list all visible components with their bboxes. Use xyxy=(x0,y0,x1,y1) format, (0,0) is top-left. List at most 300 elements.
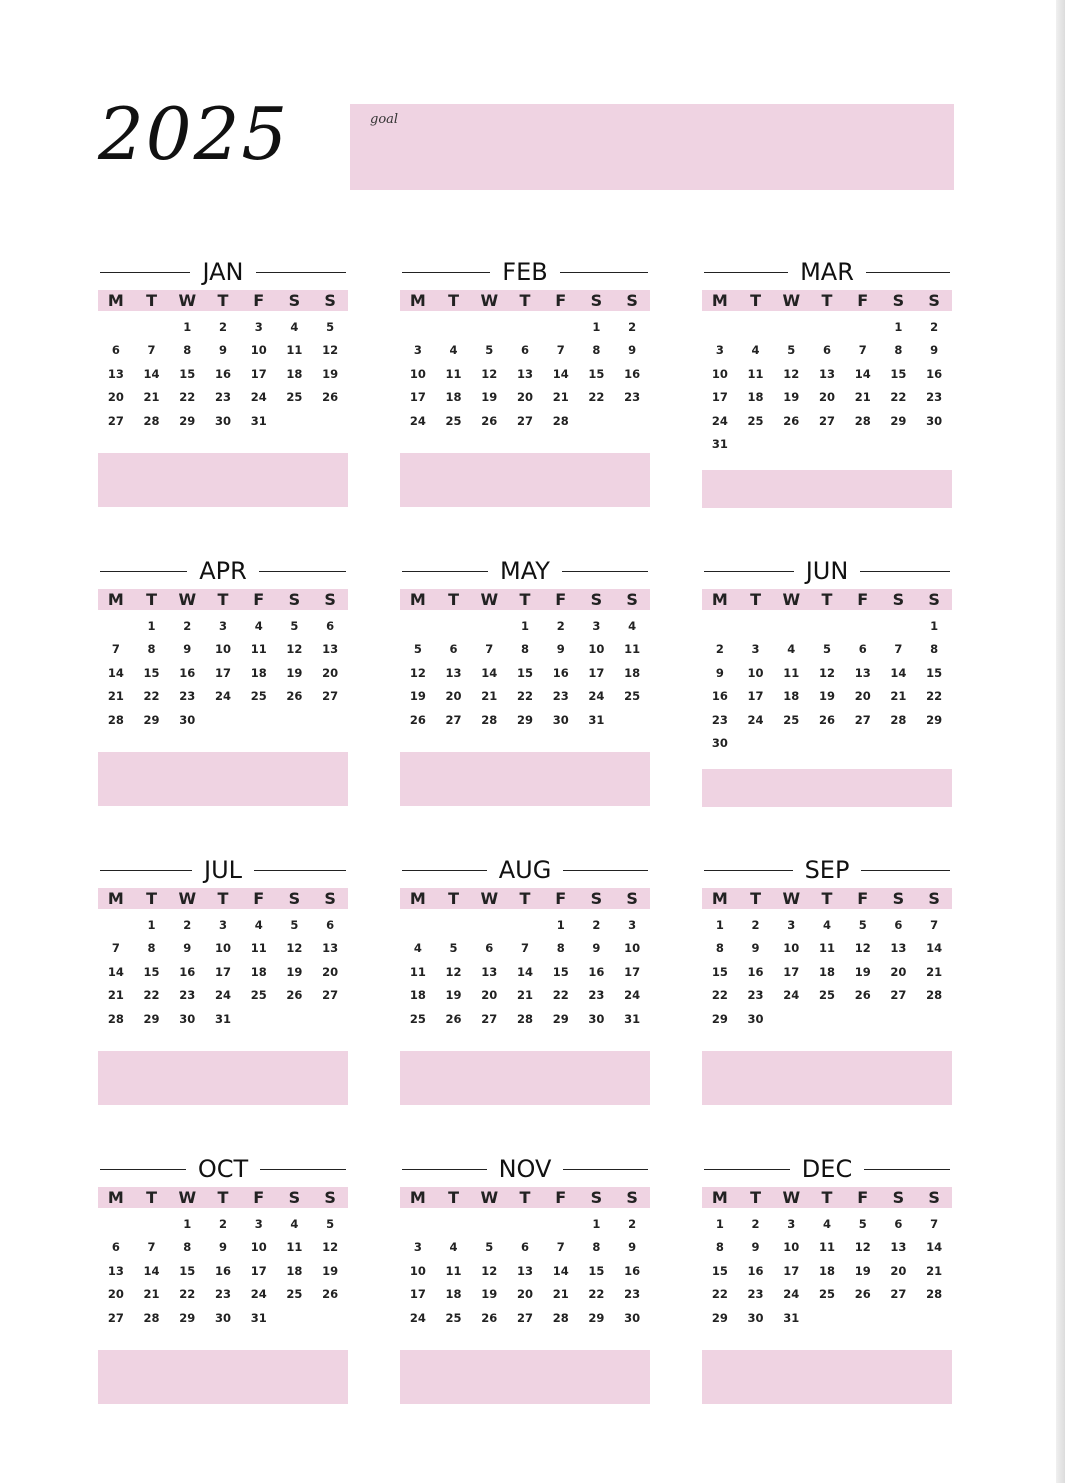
day-cell[interactable]: 12 xyxy=(286,941,303,956)
day-cell[interactable]: 6 xyxy=(894,917,903,932)
day-cell[interactable]: 17 xyxy=(214,665,231,680)
day-cell[interactable]: 20 xyxy=(445,689,462,704)
day-cell[interactable]: 12 xyxy=(322,1240,339,1255)
day-cell[interactable]: 4 xyxy=(290,1216,299,1231)
day-cell[interactable]: 12 xyxy=(854,1240,871,1255)
day-cell[interactable]: 21 xyxy=(552,1287,569,1302)
day-cell[interactable]: 3 xyxy=(787,917,796,932)
day-cell[interactable]: 19 xyxy=(322,366,339,381)
day-cell[interactable]: 12 xyxy=(481,1263,498,1278)
day-cell[interactable]: 20 xyxy=(107,390,124,405)
day-cell[interactable]: 18 xyxy=(409,988,426,1003)
day-cell[interactable]: 13 xyxy=(516,366,533,381)
day-cell[interactable]: 5 xyxy=(485,343,494,358)
day-cell[interactable]: 6 xyxy=(520,1240,529,1255)
day-cell[interactable]: 4 xyxy=(254,917,263,932)
day-cell[interactable]: 24 xyxy=(711,413,728,428)
day-cell[interactable]: 18 xyxy=(747,390,764,405)
day-cell[interactable]: 27 xyxy=(322,988,339,1003)
day-cell[interactable]: 22 xyxy=(926,689,943,704)
day-cell[interactable]: 28 xyxy=(143,413,160,428)
day-cell[interactable]: 18 xyxy=(445,390,462,405)
day-cell[interactable]: 6 xyxy=(111,343,120,358)
day-cell[interactable]: 14 xyxy=(552,1263,569,1278)
day-cell[interactable]: 12 xyxy=(322,343,339,358)
month-notes-box[interactable] xyxy=(400,1051,650,1105)
day-cell[interactable]: 20 xyxy=(854,689,871,704)
day-cell[interactable]: 24 xyxy=(588,689,605,704)
day-cell[interactable]: 11 xyxy=(818,941,835,956)
day-cell[interactable]: 19 xyxy=(481,1287,498,1302)
day-cell[interactable]: 3 xyxy=(592,618,601,633)
day-cell[interactable]: 25 xyxy=(783,712,800,727)
day-cell[interactable]: 25 xyxy=(409,1011,426,1026)
day-cell[interactable]: 11 xyxy=(250,941,267,956)
day-cell[interactable]: 13 xyxy=(445,665,462,680)
day-cell[interactable]: 28 xyxy=(143,1310,160,1325)
day-cell[interactable]: 3 xyxy=(751,642,760,657)
day-cell[interactable]: 6 xyxy=(822,343,831,358)
day-cell[interactable]: 20 xyxy=(107,1287,124,1302)
day-cell[interactable]: 20 xyxy=(818,390,835,405)
day-cell[interactable]: 31 xyxy=(214,1011,231,1026)
day-cell[interactable]: 23 xyxy=(747,988,764,1003)
day-cell[interactable]: 29 xyxy=(143,712,160,727)
day-cell[interactable]: 27 xyxy=(322,689,339,704)
day-cell[interactable]: 13 xyxy=(322,642,339,657)
day-cell[interactable]: 14 xyxy=(926,1240,943,1255)
day-cell[interactable]: 6 xyxy=(520,343,529,358)
day-cell[interactable]: 27 xyxy=(854,712,871,727)
day-cell[interactable]: 13 xyxy=(818,366,835,381)
day-cell[interactable]: 4 xyxy=(822,1216,831,1231)
day-cell[interactable]: 27 xyxy=(107,413,124,428)
day-cell[interactable]: 29 xyxy=(711,1011,728,1026)
day-cell[interactable]: 13 xyxy=(322,941,339,956)
month-notes-box[interactable] xyxy=(702,1051,952,1105)
day-cell[interactable]: 17 xyxy=(783,1263,800,1278)
day-cell[interactable]: 26 xyxy=(445,1011,462,1026)
day-cell[interactable]: 13 xyxy=(854,665,871,680)
day-cell[interactable]: 9 xyxy=(751,941,760,956)
day-cell[interactable]: 28 xyxy=(926,988,943,1003)
day-cell[interactable]: 11 xyxy=(783,665,800,680)
day-cell[interactable]: 15 xyxy=(516,665,533,680)
day-cell[interactable]: 3 xyxy=(787,1216,796,1231)
day-cell[interactable]: 15 xyxy=(179,366,196,381)
day-cell[interactable]: 5 xyxy=(413,642,422,657)
day-cell[interactable]: 10 xyxy=(214,642,231,657)
day-cell[interactable]: 29 xyxy=(552,1011,569,1026)
day-cell[interactable]: 17 xyxy=(747,689,764,704)
day-cell[interactable]: 20 xyxy=(322,964,339,979)
day-cell[interactable]: 31 xyxy=(783,1310,800,1325)
day-cell[interactable]: 14 xyxy=(552,366,569,381)
day-cell[interactable]: 13 xyxy=(516,1263,533,1278)
day-cell[interactable]: 23 xyxy=(214,1287,231,1302)
day-cell[interactable]: 7 xyxy=(894,642,903,657)
day-cell[interactable]: 1 xyxy=(715,917,724,932)
day-cell[interactable]: 31 xyxy=(250,1310,267,1325)
day-cell[interactable]: 17 xyxy=(250,366,267,381)
day-cell[interactable]: 11 xyxy=(250,642,267,657)
day-cell[interactable]: 14 xyxy=(481,665,498,680)
day-cell[interactable]: 28 xyxy=(107,712,124,727)
day-cell[interactable]: 2 xyxy=(628,319,637,334)
day-cell[interactable]: 25 xyxy=(445,413,462,428)
day-cell[interactable]: 21 xyxy=(926,1263,943,1278)
goal-box[interactable] xyxy=(350,104,954,190)
day-cell[interactable]: 12 xyxy=(783,366,800,381)
day-cell[interactable]: 25 xyxy=(286,1287,303,1302)
day-cell[interactable]: 27 xyxy=(516,1310,533,1325)
day-cell[interactable]: 28 xyxy=(552,1310,569,1325)
day-cell[interactable]: 6 xyxy=(894,1216,903,1231)
day-cell[interactable]: 14 xyxy=(143,366,160,381)
day-cell[interactable]: 24 xyxy=(250,390,267,405)
day-cell[interactable]: 1 xyxy=(520,618,529,633)
day-cell[interactable]: 24 xyxy=(214,689,231,704)
day-cell[interactable]: 10 xyxy=(214,941,231,956)
day-cell[interactable]: 6 xyxy=(449,642,458,657)
day-cell[interactable]: 10 xyxy=(588,642,605,657)
day-cell[interactable]: 15 xyxy=(588,1263,605,1278)
day-cell[interactable]: 3 xyxy=(628,917,637,932)
day-cell[interactable]: 28 xyxy=(552,413,569,428)
day-cell[interactable]: 21 xyxy=(107,988,124,1003)
day-cell[interactable]: 7 xyxy=(485,642,494,657)
day-cell[interactable]: 10 xyxy=(783,1240,800,1255)
day-cell[interactable]: 16 xyxy=(624,1263,641,1278)
day-cell[interactable]: 17 xyxy=(214,964,231,979)
day-cell[interactable]: 21 xyxy=(926,964,943,979)
day-cell[interactable]: 29 xyxy=(179,1310,196,1325)
day-cell[interactable]: 17 xyxy=(624,964,641,979)
day-cell[interactable]: 21 xyxy=(516,988,533,1003)
month-notes-box[interactable] xyxy=(702,1350,952,1404)
day-cell[interactable]: 22 xyxy=(890,390,907,405)
day-cell[interactable]: 19 xyxy=(481,390,498,405)
day-cell[interactable]: 19 xyxy=(854,964,871,979)
day-cell[interactable]: 7 xyxy=(858,343,867,358)
day-cell[interactable]: 17 xyxy=(711,390,728,405)
day-cell[interactable]: 9 xyxy=(628,343,637,358)
day-cell[interactable]: 27 xyxy=(818,413,835,428)
day-cell[interactable]: 17 xyxy=(783,964,800,979)
day-cell[interactable]: 10 xyxy=(409,1263,426,1278)
day-cell[interactable]: 20 xyxy=(481,988,498,1003)
day-cell[interactable]: 26 xyxy=(818,712,835,727)
day-cell[interactable]: 23 xyxy=(711,712,728,727)
day-cell[interactable]: 20 xyxy=(322,665,339,680)
day-cell[interactable]: 18 xyxy=(818,964,835,979)
day-cell[interactable]: 18 xyxy=(286,366,303,381)
day-cell[interactable]: 3 xyxy=(715,343,724,358)
day-cell[interactable]: 10 xyxy=(747,665,764,680)
day-cell[interactable]: 5 xyxy=(449,941,458,956)
day-cell[interactable]: 13 xyxy=(107,366,124,381)
day-cell[interactable]: 24 xyxy=(409,413,426,428)
month-notes-box[interactable] xyxy=(400,1350,650,1404)
day-cell[interactable]: 2 xyxy=(218,1216,227,1231)
day-cell[interactable]: 21 xyxy=(890,689,907,704)
day-cell[interactable]: 16 xyxy=(588,964,605,979)
day-cell[interactable]: 26 xyxy=(286,689,303,704)
day-cell[interactable]: 30 xyxy=(588,1011,605,1026)
day-cell[interactable]: 15 xyxy=(711,964,728,979)
day-cell[interactable]: 9 xyxy=(218,343,227,358)
day-cell[interactable]: 26 xyxy=(322,390,339,405)
day-cell[interactable]: 24 xyxy=(783,988,800,1003)
day-cell[interactable]: 2 xyxy=(556,618,565,633)
day-cell[interactable]: 14 xyxy=(107,665,124,680)
day-cell[interactable]: 13 xyxy=(481,964,498,979)
day-cell[interactable]: 18 xyxy=(250,665,267,680)
day-cell[interactable]: 2 xyxy=(715,642,724,657)
day-cell[interactable]: 5 xyxy=(290,917,299,932)
day-cell[interactable]: 7 xyxy=(147,343,156,358)
day-cell[interactable]: 1 xyxy=(556,917,565,932)
day-cell[interactable]: 11 xyxy=(747,366,764,381)
day-cell[interactable]: 13 xyxy=(890,941,907,956)
day-cell[interactable]: 24 xyxy=(783,1287,800,1302)
day-cell[interactable]: 29 xyxy=(179,413,196,428)
day-cell[interactable]: 31 xyxy=(711,437,728,452)
day-cell[interactable]: 30 xyxy=(747,1310,764,1325)
day-cell[interactable]: 14 xyxy=(890,665,907,680)
day-cell[interactable]: 4 xyxy=(787,642,796,657)
day-cell[interactable]: 29 xyxy=(711,1310,728,1325)
day-cell[interactable]: 7 xyxy=(147,1240,156,1255)
day-cell[interactable]: 9 xyxy=(218,1240,227,1255)
day-cell[interactable]: 16 xyxy=(747,964,764,979)
day-cell[interactable]: 14 xyxy=(107,964,124,979)
day-cell[interactable]: 28 xyxy=(854,413,871,428)
day-cell[interactable]: 6 xyxy=(485,941,494,956)
day-cell[interactable]: 26 xyxy=(322,1287,339,1302)
day-cell[interactable]: 14 xyxy=(926,941,943,956)
day-cell[interactable]: 15 xyxy=(179,1263,196,1278)
month-notes-box[interactable] xyxy=(98,1350,348,1404)
day-cell[interactable]: 4 xyxy=(254,618,263,633)
day-cell[interactable]: 6 xyxy=(858,642,867,657)
day-cell[interactable]: 18 xyxy=(445,1287,462,1302)
day-cell[interactable]: 1 xyxy=(147,618,156,633)
month-notes-box[interactable] xyxy=(400,453,650,507)
day-cell[interactable]: 2 xyxy=(218,319,227,334)
day-cell[interactable]: 25 xyxy=(818,988,835,1003)
day-cell[interactable]: 3 xyxy=(254,319,263,334)
day-cell[interactable]: 30 xyxy=(214,1310,231,1325)
day-cell[interactable]: 15 xyxy=(552,964,569,979)
day-cell[interactable]: 30 xyxy=(711,736,728,751)
day-cell[interactable]: 25 xyxy=(624,689,641,704)
day-cell[interactable]: 23 xyxy=(179,988,196,1003)
day-cell[interactable]: 7 xyxy=(930,1216,939,1231)
day-cell[interactable]: 23 xyxy=(747,1287,764,1302)
day-cell[interactable]: 26 xyxy=(854,988,871,1003)
day-cell[interactable]: 20 xyxy=(890,1263,907,1278)
day-cell[interactable]: 16 xyxy=(624,366,641,381)
day-cell[interactable]: 16 xyxy=(179,964,196,979)
day-cell[interactable]: 22 xyxy=(552,988,569,1003)
day-cell[interactable]: 8 xyxy=(930,642,939,657)
day-cell[interactable]: 22 xyxy=(711,988,728,1003)
day-cell[interactable]: 16 xyxy=(552,665,569,680)
month-notes-box[interactable] xyxy=(98,752,348,806)
day-cell[interactable]: 8 xyxy=(715,941,724,956)
day-cell[interactable]: 2 xyxy=(183,618,192,633)
day-cell[interactable]: 6 xyxy=(326,917,335,932)
day-cell[interactable]: 2 xyxy=(751,917,760,932)
day-cell[interactable]: 26 xyxy=(481,1310,498,1325)
day-cell[interactable]: 12 xyxy=(445,964,462,979)
month-notes-box[interactable] xyxy=(98,1051,348,1105)
day-cell[interactable]: 7 xyxy=(520,941,529,956)
day-cell[interactable]: 6 xyxy=(326,618,335,633)
day-cell[interactable]: 30 xyxy=(747,1011,764,1026)
day-cell[interactable]: 23 xyxy=(926,390,943,405)
day-cell[interactable]: 25 xyxy=(250,689,267,704)
day-cell[interactable]: 9 xyxy=(628,1240,637,1255)
day-cell[interactable]: 17 xyxy=(409,1287,426,1302)
day-cell[interactable]: 8 xyxy=(592,1240,601,1255)
day-cell[interactable]: 15 xyxy=(588,366,605,381)
day-cell[interactable]: 28 xyxy=(516,1011,533,1026)
day-cell[interactable]: 23 xyxy=(624,390,641,405)
day-cell[interactable]: 1 xyxy=(894,319,903,334)
day-cell[interactable]: 27 xyxy=(445,712,462,727)
day-cell[interactable]: 30 xyxy=(179,712,196,727)
day-cell[interactable]: 18 xyxy=(250,964,267,979)
day-cell[interactable]: 29 xyxy=(588,1310,605,1325)
day-cell[interactable]: 11 xyxy=(286,1240,303,1255)
day-cell[interactable]: 16 xyxy=(214,366,231,381)
day-cell[interactable]: 12 xyxy=(409,665,426,680)
day-cell[interactable]: 7 xyxy=(111,941,120,956)
day-cell[interactable]: 30 xyxy=(926,413,943,428)
day-cell[interactable]: 23 xyxy=(214,390,231,405)
day-cell[interactable]: 19 xyxy=(854,1263,871,1278)
day-cell[interactable]: 7 xyxy=(930,917,939,932)
day-cell[interactable]: 31 xyxy=(250,413,267,428)
day-cell[interactable]: 19 xyxy=(783,390,800,405)
day-cell[interactable]: 3 xyxy=(413,343,422,358)
day-cell[interactable]: 22 xyxy=(143,988,160,1003)
day-cell[interactable]: 11 xyxy=(445,1263,462,1278)
day-cell[interactable]: 1 xyxy=(592,1216,601,1231)
day-cell[interactable]: 26 xyxy=(409,712,426,727)
day-cell[interactable]: 28 xyxy=(107,1011,124,1026)
day-cell[interactable]: 20 xyxy=(516,1287,533,1302)
day-cell[interactable]: 3 xyxy=(218,618,227,633)
month-notes-box[interactable] xyxy=(702,470,952,508)
day-cell[interactable]: 18 xyxy=(783,689,800,704)
day-cell[interactable]: 28 xyxy=(890,712,907,727)
day-cell[interactable]: 24 xyxy=(409,1310,426,1325)
day-cell[interactable]: 2 xyxy=(930,319,939,334)
day-cell[interactable]: 9 xyxy=(556,642,565,657)
day-cell[interactable]: 10 xyxy=(711,366,728,381)
day-cell[interactable]: 5 xyxy=(485,1240,494,1255)
day-cell[interactable]: 31 xyxy=(624,1011,641,1026)
day-cell[interactable]: 15 xyxy=(711,1263,728,1278)
day-cell[interactable]: 8 xyxy=(715,1240,724,1255)
day-cell[interactable]: 8 xyxy=(520,642,529,657)
day-cell[interactable]: 14 xyxy=(854,366,871,381)
day-cell[interactable]: 16 xyxy=(214,1263,231,1278)
day-cell[interactable]: 28 xyxy=(481,712,498,727)
day-cell[interactable]: 1 xyxy=(183,1216,192,1231)
day-cell[interactable]: 22 xyxy=(588,1287,605,1302)
day-cell[interactable]: 21 xyxy=(143,390,160,405)
day-cell[interactable]: 15 xyxy=(143,665,160,680)
day-cell[interactable]: 21 xyxy=(107,689,124,704)
day-cell[interactable]: 2 xyxy=(592,917,601,932)
day-cell[interactable]: 29 xyxy=(926,712,943,727)
day-cell[interactable]: 13 xyxy=(890,1240,907,1255)
day-cell[interactable]: 5 xyxy=(822,642,831,657)
day-cell[interactable]: 1 xyxy=(147,917,156,932)
day-cell[interactable]: 2 xyxy=(628,1216,637,1231)
day-cell[interactable]: 10 xyxy=(783,941,800,956)
day-cell[interactable]: 11 xyxy=(624,642,641,657)
day-cell[interactable]: 3 xyxy=(218,917,227,932)
day-cell[interactable]: 15 xyxy=(143,964,160,979)
day-cell[interactable]: 7 xyxy=(556,1240,565,1255)
day-cell[interactable]: 18 xyxy=(624,665,641,680)
day-cell[interactable]: 25 xyxy=(286,390,303,405)
day-cell[interactable]: 4 xyxy=(413,941,422,956)
day-cell[interactable]: 29 xyxy=(890,413,907,428)
day-cell[interactable]: 11 xyxy=(409,964,426,979)
day-cell[interactable]: 19 xyxy=(286,964,303,979)
day-cell[interactable]: 11 xyxy=(818,1240,835,1255)
day-cell[interactable]: 9 xyxy=(183,642,192,657)
day-cell[interactable]: 4 xyxy=(822,917,831,932)
day-cell[interactable]: 21 xyxy=(143,1287,160,1302)
day-cell[interactable]: 17 xyxy=(250,1263,267,1278)
day-cell[interactable]: 7 xyxy=(556,343,565,358)
day-cell[interactable]: 5 xyxy=(858,1216,867,1231)
day-cell[interactable]: 6 xyxy=(111,1240,120,1255)
day-cell[interactable]: 11 xyxy=(286,343,303,358)
day-cell[interactable]: 12 xyxy=(854,941,871,956)
day-cell[interactable]: 16 xyxy=(747,1263,764,1278)
day-cell[interactable]: 22 xyxy=(143,689,160,704)
day-cell[interactable]: 14 xyxy=(516,964,533,979)
day-cell[interactable]: 27 xyxy=(890,1287,907,1302)
day-cell[interactable]: 10 xyxy=(250,343,267,358)
day-cell[interactable]: 5 xyxy=(326,1216,335,1231)
day-cell[interactable]: 29 xyxy=(143,1011,160,1026)
month-notes-box[interactable] xyxy=(98,453,348,507)
day-cell[interactable]: 27 xyxy=(107,1310,124,1325)
day-cell[interactable]: 12 xyxy=(286,642,303,657)
day-cell[interactable]: 1 xyxy=(592,319,601,334)
day-cell[interactable]: 13 xyxy=(107,1263,124,1278)
day-cell[interactable]: 12 xyxy=(481,366,498,381)
day-cell[interactable]: 7 xyxy=(111,642,120,657)
day-cell[interactable]: 9 xyxy=(751,1240,760,1255)
day-cell[interactable]: 24 xyxy=(214,988,231,1003)
day-cell[interactable]: 26 xyxy=(854,1287,871,1302)
day-cell[interactable]: 31 xyxy=(588,712,605,727)
day-cell[interactable]: 9 xyxy=(715,665,724,680)
day-cell[interactable]: 19 xyxy=(286,665,303,680)
day-cell[interactable]: 19 xyxy=(445,988,462,1003)
day-cell[interactable]: 23 xyxy=(624,1287,641,1302)
